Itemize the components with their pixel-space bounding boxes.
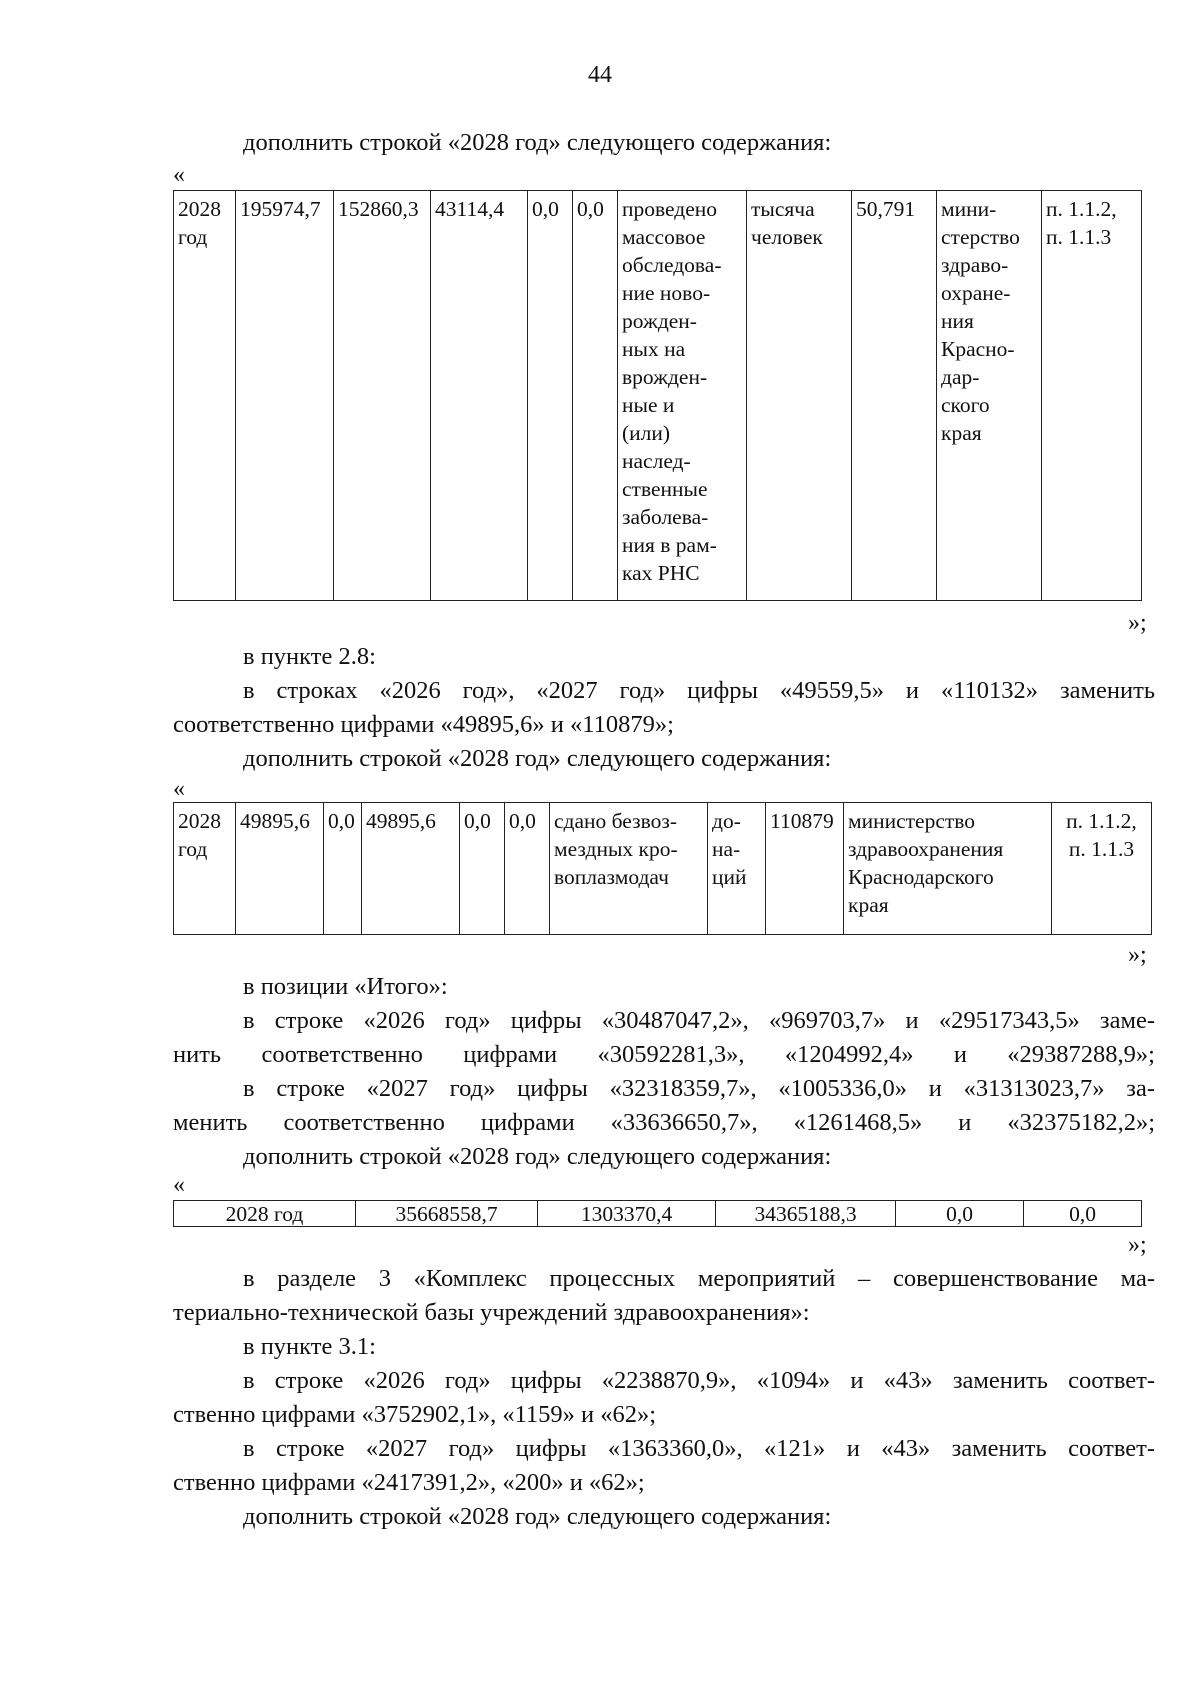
paragraph-intro-1: дополнить строкой «2028 год» следующего содержания: [243, 129, 832, 156]
table-1-cell-total: 195974,7 [236, 191, 334, 601]
paragraph-point-2-8: в пункте 2.8: [243, 643, 376, 670]
table-3-cell-local: 0,0 [896, 1201, 1024, 1227]
paragraph-section-3-line-1: в разделе 3 «Комплекс процессных мероприятий – совершенствование ма- [243, 1265, 1155, 1292]
table-1-cell-executor: мини- стерство здраво- охране- ния Красно- дар- ского края [937, 191, 1042, 601]
paragraph-2-8-line-2: соответственно цифрами «49895,6» и «110879»; [173, 711, 674, 738]
paragraph-3-1-line-4: ственно цифрами «2417391,2», «200» и «62»; [173, 1469, 645, 1496]
paragraph-intro-2: дополнить строкой «2028 год» следующего содержания: [243, 745, 832, 772]
table-1-cell-value: 50,791 [852, 191, 937, 601]
table-2 [173, 802, 1152, 935]
table-3 [173, 1200, 1142, 1227]
table-1-cell-result: проведено массовое обследова- ние ново- рожден- ных на врожден- ные и (или) наслед- ственные заболева- ния в рам- ках РНС [618, 191, 747, 601]
open-quote-3: « [173, 1172, 185, 1198]
paragraph-itogo-line-4: менить соответственно цифрами «33636650,7», «1261468,5» и «32375182,2»; [173, 1109, 1155, 1136]
close-quote-2: »; [1128, 942, 1147, 968]
paragraph-itogo-line-3: в строке «2027 год» цифры «32318359,7», «1005336,0» и «31313023,7» за- [243, 1075, 1155, 1102]
table-2-cell-federal: 0,0 [324, 803, 362, 935]
open-quote-2: « [173, 776, 185, 802]
table-3-cell-federal: 1303370,4 [538, 1201, 716, 1227]
close-quote-3: »; [1128, 1232, 1147, 1258]
table-1-cell-year: 2028 год [174, 191, 236, 601]
table-3-cell-year: 2028 год [174, 1201, 356, 1227]
paragraph-3-1-line-2: ственно цифрами «3752902,1», «1159» и «62»; [173, 1401, 657, 1428]
paragraph-itogo-line-1: в строке «2026 год» цифры «30487047,2», «969703,7» и «29517343,5» заме- [243, 1007, 1155, 1034]
paragraph-section-3-line-2: териально-технической базы учреждений здравоохранения»: [173, 1299, 810, 1326]
paragraph-2-8-line-1: в строках «2026 год», «2027 год» цифры «49559,5» и «110132» заменить [243, 677, 1155, 704]
page-number: 44 [588, 62, 612, 88]
paragraph-3-1-line-1: в строке «2026 год» цифры «2238870,9», «1094» и «43» заменить соответ- [243, 1367, 1155, 1394]
paragraph-intro-3: дополнить строкой «2028 год» следующего содержания: [243, 1143, 832, 1170]
table-2-cell-result: сдано безвоз- мездных кро- воплазмодач [550, 803, 708, 935]
table-3-cell-extra: 0,0 [1024, 1201, 1142, 1227]
table-1-cell-extra: 0,0 [573, 191, 618, 601]
table-1-cell-unit: тысяча человек [747, 191, 852, 601]
paragraph-intro-4: дополнить строкой «2028 год» следующего содержания: [243, 1503, 832, 1530]
table-2-cell-value: 110879 [766, 803, 844, 935]
table-2-cell-total: 49895,6 [236, 803, 324, 935]
paragraph-itogo-line-2: нить соответственно цифрами «30592281,3», «1204992,4» и «29387288,9»; [173, 1041, 1155, 1068]
table-1-cell-regional: 43114,4 [431, 191, 528, 601]
table-2-cell-local: 0,0 [460, 803, 505, 935]
table-2-cell-executor: министерство здравоохранения Краснодарского края [844, 803, 1052, 935]
table-1-cell-ref: п. 1.1.2, п. 1.1.3 [1042, 191, 1142, 601]
open-quote-1: « [173, 162, 185, 188]
table-3-cell-total: 35668558,7 [356, 1201, 538, 1227]
table-2-cell-regional: 49895,6 [362, 803, 460, 935]
table-1-cell-local: 0,0 [528, 191, 573, 601]
table-2-cell-unit: до- на- ций [708, 803, 766, 935]
paragraph-point-3-1: в пункте 3.1: [243, 1333, 376, 1360]
table-2-cell-extra: 0,0 [505, 803, 550, 935]
table-1-cell-federal: 152860,3 [334, 191, 431, 601]
table-1 [173, 190, 1142, 601]
paragraph-3-1-line-3: в строке «2027 год» цифры «1363360,0», «121» и «43» заменить соответ- [243, 1435, 1155, 1462]
paragraph-itogo: в позиции «Итого»: [243, 973, 448, 1000]
table-2-cell-ref: п. 1.1.2, п. 1.1.3 [1052, 803, 1152, 935]
close-quote-1: »; [1128, 610, 1147, 636]
table-3-cell-regional: 34365188,3 [716, 1201, 896, 1227]
table-2-cell-year: 2028 год [174, 803, 236, 935]
